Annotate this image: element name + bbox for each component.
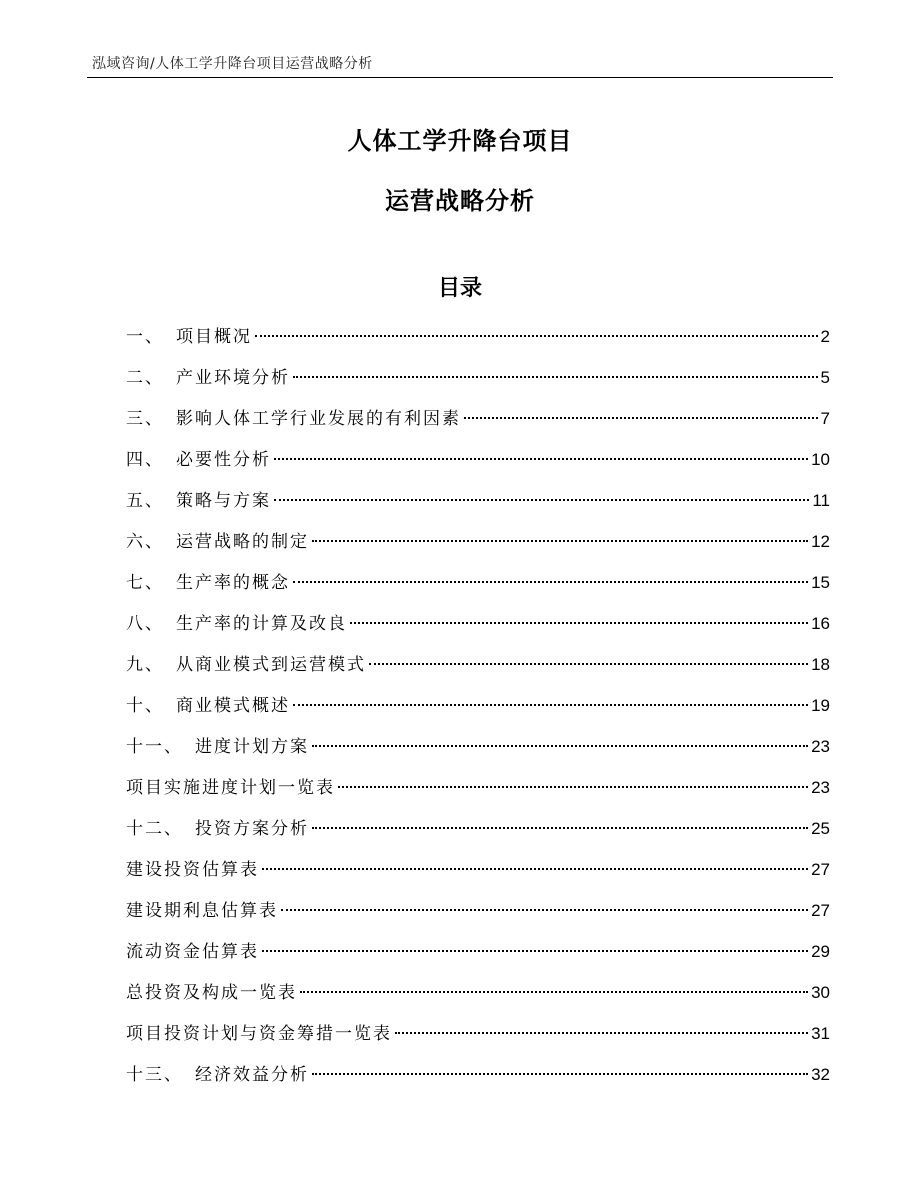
toc-entry[interactable]	[126, 936, 830, 977]
toc-dot-leader	[312, 1073, 808, 1075]
toc-entry-number: 一、	[126, 327, 164, 347]
toc-entry-page-number: 23	[811, 778, 830, 797]
toc-entry-title: 项目实施进度计划一览表	[126, 778, 335, 798]
toc-dot-leader	[262, 868, 808, 870]
toc-dot-leader	[464, 417, 818, 419]
toc-entry[interactable]	[126, 1018, 830, 1059]
toc-entry[interactable]	[126, 731, 830, 772]
toc-entry-title: 项目投资计划与资金筹措一览表	[126, 1024, 392, 1044]
toc-entry-page-number: 30	[811, 983, 830, 1002]
toc-entry-page-number: 5	[820, 368, 830, 387]
toc-entry[interactable]	[126, 854, 830, 895]
toc-entry-page-number: 10	[811, 450, 830, 469]
toc-entry-title: 总投资及构成一览表	[126, 983, 297, 1003]
header-divider	[87, 77, 833, 78]
toc-entry-title: 进度计划方案	[195, 737, 309, 757]
toc-dot-leader	[338, 786, 808, 788]
toc-entry-page-number: 32	[811, 1065, 830, 1084]
toc-entry-page-number: 29	[811, 942, 830, 961]
toc-entry[interactable]	[126, 403, 830, 444]
toc-entry-page-number: 18	[811, 655, 830, 674]
toc-entry[interactable]	[126, 977, 830, 1018]
toc-entry-number: 四、	[126, 450, 164, 470]
toc-dot-leader	[293, 581, 808, 583]
toc-entry[interactable]	[126, 362, 830, 403]
toc-entry[interactable]	[126, 772, 830, 813]
toc-entry-page-number: 31	[811, 1024, 830, 1043]
toc-entry-number: 十二、	[126, 819, 183, 839]
toc-entry-number: 三、	[126, 409, 164, 429]
toc-entry-number: 十三、	[126, 1065, 183, 1085]
toc-entry[interactable]	[126, 567, 830, 608]
toc-heading: 目录	[437, 276, 482, 301]
toc-entry-title: 商业模式概述	[176, 696, 290, 716]
toc-entry-title: 影响人体工学行业发展的有利因素	[176, 409, 461, 429]
toc-entry[interactable]	[126, 813, 830, 854]
toc-dot-leader	[274, 499, 809, 501]
toc-dot-leader	[293, 376, 818, 378]
toc-entry-page-number: 27	[811, 860, 830, 879]
toc-entry-title: 项目概况	[176, 327, 252, 347]
toc-entry-number: 七、	[126, 573, 164, 593]
toc-entry-title: 从商业模式到运营模式	[176, 655, 366, 675]
toc-entry-page-number: 7	[820, 409, 830, 428]
toc-entry-number: 十一、	[126, 737, 183, 757]
toc-entry-page-number: 16	[811, 614, 830, 633]
document-title-line-1: 人体工学升降台项目	[347, 127, 573, 155]
toc-entry[interactable]	[126, 321, 830, 362]
toc-entry[interactable]	[126, 649, 830, 690]
toc-entry-page-number: 27	[811, 901, 830, 920]
toc-entry-number: 十、	[126, 696, 164, 716]
toc-entry-title: 建设投资估算表	[126, 860, 259, 880]
toc-dot-leader	[369, 663, 808, 665]
toc-entry-page-number: 19	[811, 696, 830, 715]
table-of-contents	[126, 321, 830, 1100]
toc-entry-title: 运营战略的制定	[176, 532, 309, 552]
toc-entry-number: 五、	[126, 491, 164, 511]
toc-entry-number: 八、	[126, 614, 164, 634]
toc-entry[interactable]	[126, 526, 830, 567]
toc-entry-number: 六、	[126, 532, 164, 552]
toc-entry-title: 产业环境分析	[176, 368, 290, 388]
toc-entry-title: 必要性分析	[176, 450, 271, 470]
toc-dot-leader	[350, 622, 808, 624]
toc-entry-title: 生产率的计算及改良	[176, 614, 347, 634]
toc-entry-page-number: 23	[811, 737, 830, 756]
page-header-text: 泓域咨询/人体工学升降台项目运营战略分析	[92, 56, 373, 72]
toc-entry-title: 建设期利息估算表	[126, 901, 278, 921]
toc-entry-number: 二、	[126, 368, 164, 388]
toc-dot-leader	[395, 1032, 808, 1034]
toc-dot-leader	[312, 745, 808, 747]
toc-entry[interactable]	[126, 444, 830, 485]
toc-entry-title: 经济效益分析	[195, 1065, 309, 1085]
toc-entry-title: 策略与方案	[176, 491, 271, 511]
toc-dot-leader	[262, 950, 808, 952]
document-title-line-2: 运营战略分析	[385, 187, 535, 215]
toc-dot-leader	[255, 335, 818, 337]
toc-entry-page-number: 25	[811, 819, 830, 838]
toc-dot-leader	[293, 704, 808, 706]
toc-entry-title: 生产率的概念	[176, 573, 290, 593]
toc-entry[interactable]	[126, 608, 830, 649]
toc-entry[interactable]	[126, 690, 830, 731]
toc-entry-page-number: 2	[820, 327, 830, 346]
toc-dot-leader	[281, 909, 808, 911]
toc-entry[interactable]	[126, 895, 830, 936]
toc-entry-page-number: 11	[812, 491, 830, 510]
toc-entry-title: 流动资金估算表	[126, 942, 259, 962]
toc-dot-leader	[274, 458, 808, 460]
toc-entry[interactable]	[126, 1059, 830, 1100]
toc-entry-title: 投资方案分析	[195, 819, 309, 839]
toc-dot-leader	[312, 827, 808, 829]
toc-entry-page-number: 12	[811, 532, 830, 551]
toc-entry-page-number: 15	[811, 573, 830, 592]
toc-dot-leader	[300, 991, 808, 993]
toc-dot-leader	[312, 540, 808, 542]
toc-entry-number: 九、	[126, 655, 164, 675]
toc-entry[interactable]	[126, 485, 830, 526]
